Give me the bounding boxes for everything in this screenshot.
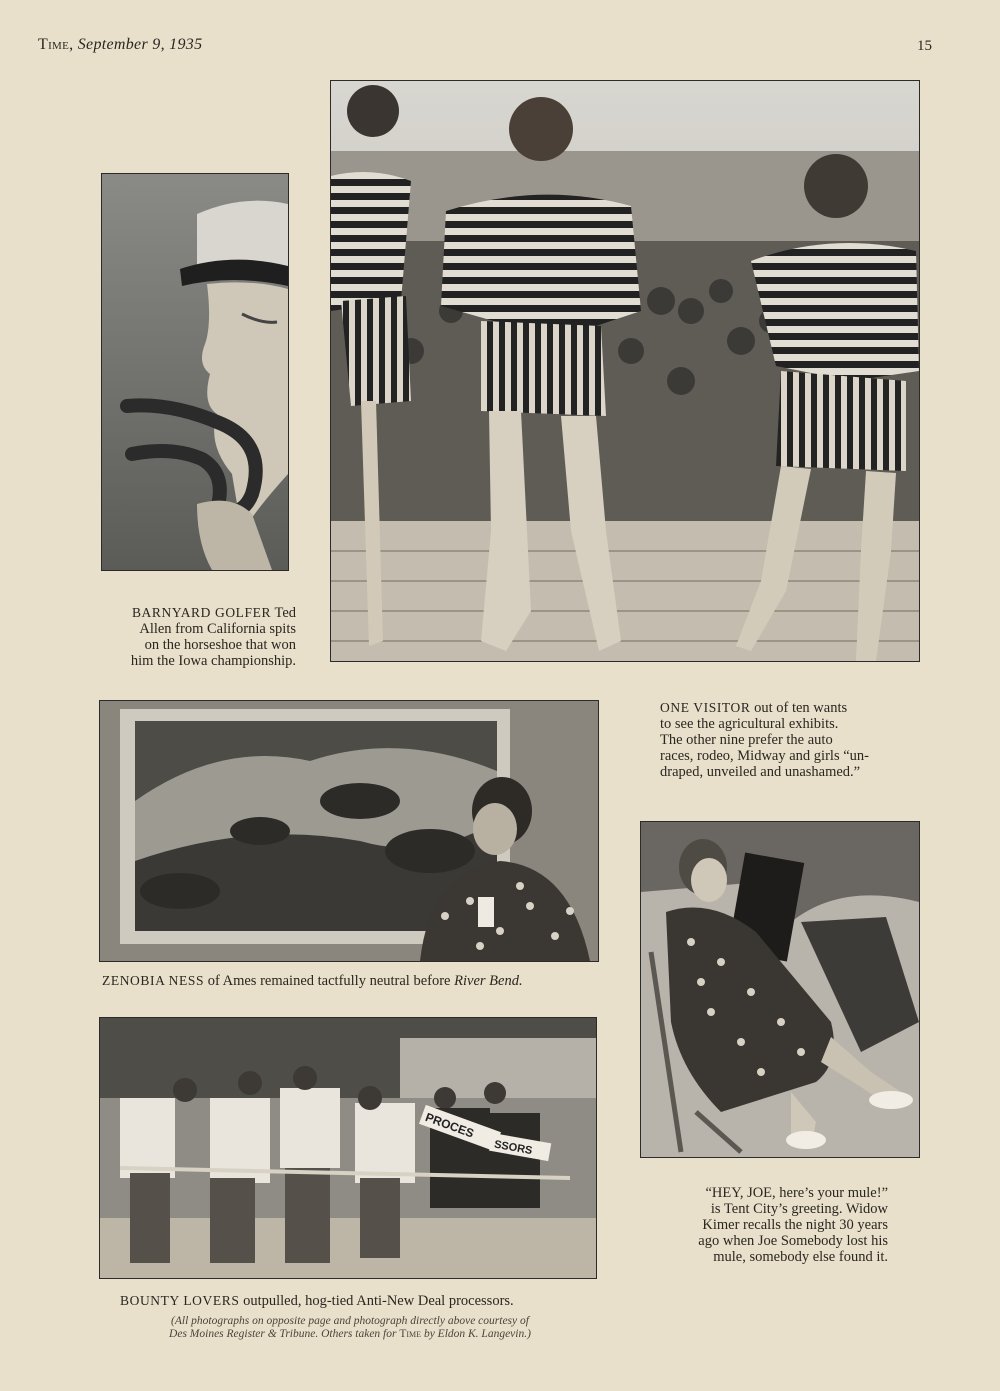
golfer-caption-lead: BARNYARD GOLFER [131,605,272,620]
widow-photo [640,821,920,1158]
joe-caption-line5: mule, somebody else found it. [713,1249,888,1265]
joe-caption-line1: “HEY, JOE, here’s your mule!” [705,1185,888,1201]
bounty-caption-lead: BOUNTY LOVERS [120,1293,240,1308]
photo-credit-magazine: Time [399,1328,422,1340]
zenobia-caption [102,973,602,989]
dancers-photo [330,80,920,662]
golfer-caption-line2: Allen from California spits [139,621,296,637]
visitor-caption-line2: to see the agricultural exhibits. [660,716,839,732]
sash-label-1: PROCES [423,1110,476,1141]
running-header [38,36,202,54]
zenobia-caption-text: of Ames remained tactfully neutral before [207,973,451,989]
golfer-caption-line4: him the Iowa championship. [130,653,296,669]
tug-of-war-photo [99,1017,597,1279]
golfer-caption [92,605,296,669]
page-number: 15 [917,38,932,54]
golfer-photo [101,173,289,571]
sash-label-2: SSORS [493,1138,534,1158]
visitor-caption-lead: ONE VISITOR [660,700,751,715]
photo-credit-line2c: by Eldon K. Langevin.) [423,1328,531,1340]
photo-credit [120,1315,580,1341]
golfer-caption-line1: Ted [274,605,296,621]
photo-credit-line2a: Des Moines Register & Tribune. Others taken for [169,1328,397,1340]
visitor-caption-line4: races, rodeo, Midway and girls “un- [660,748,869,764]
golfer-caption-line3: on the horseshoe that won [144,637,296,653]
zenobia-caption-lead: ZENOBIA NESS [102,973,205,988]
joe-caption-line2: is Tent City’s greeting. Widow [710,1201,888,1217]
photo-credit-line1: (All photographs on opposite page and photograph directly above courtesy of [171,1315,529,1327]
joe-caption [640,1185,888,1265]
visitor-caption [660,700,918,780]
visitor-caption-line1: out of ten wants [754,700,848,716]
magazine-name: Time, [38,36,74,53]
joe-caption-line4: ago when Joe Somebody lost his [698,1233,888,1249]
issue-date: September 9, 1935 [77,36,203,53]
visitor-caption-line5: draped, unveiled and unashamed.” [660,764,861,780]
painting-title: River Bend. [454,973,523,989]
bounty-caption-text: outpulled, hog-tied Anti-New Deal processors. [243,1293,514,1309]
joe-caption-line3: Kimer recalls the night 30 years [702,1217,888,1233]
visitor-caption-line3: The other nine prefer the auto [660,732,833,748]
painting-photo [99,700,599,962]
bounty-caption [120,1293,590,1309]
